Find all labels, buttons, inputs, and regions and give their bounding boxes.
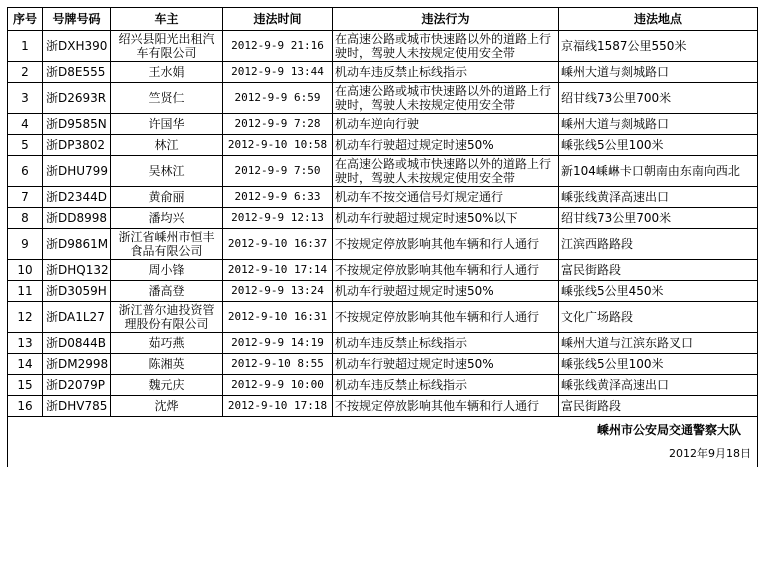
cell-location: 嵊州大道与江滨东路叉口 — [559, 333, 758, 354]
cell-location: 嵊州大道与剡城路口 — [559, 62, 758, 83]
cell-plate: 浙D2079P — [43, 375, 111, 396]
header-time: 违法时间 — [223, 8, 333, 31]
cell-time: 2012-9-9 6:59 — [223, 83, 333, 114]
cell-no: 13 — [8, 333, 43, 354]
cell-act: 机动车行驶超过规定时速50% — [333, 135, 559, 156]
cell-act: 机动车逆向行驶 — [333, 114, 559, 135]
cell-location: 嵊张线5公里100米 — [559, 354, 758, 375]
cell-no: 12 — [8, 302, 43, 333]
cell-time: 2012-9-10 16:37 — [223, 229, 333, 260]
table-row — [8, 333, 758, 354]
cell-location: 绍甘线73公里700米 — [559, 208, 758, 229]
table-row — [8, 281, 758, 302]
table-row — [8, 354, 758, 375]
cell-location: 新104嵊崊卡口朝南由东南向西北 — [559, 156, 758, 187]
cell-plate: 浙DHU799 — [43, 156, 111, 187]
cell-plate: 浙D3059H — [43, 281, 111, 302]
header-act: 违法行为 — [333, 8, 559, 31]
cell-owner: 许国华 — [111, 114, 223, 135]
table-row — [8, 62, 758, 83]
cell-no: 10 — [8, 260, 43, 281]
cell-act: 在高速公路或城市快速路以外的道路上行驶时，驾驶人未按规定使用安全带 — [333, 31, 559, 62]
table-row — [8, 260, 758, 281]
table-row — [8, 187, 758, 208]
violation-table — [7, 7, 758, 467]
cell-plate: 浙D2344D — [43, 187, 111, 208]
cell-owner: 潘均兴 — [111, 208, 223, 229]
cell-no: 14 — [8, 354, 43, 375]
cell-plate: 浙D2693R — [43, 83, 111, 114]
cell-owner: 竺贤仁 — [111, 83, 223, 114]
cell-owner: 浙江普尔迪投资管理股份有限公司 — [111, 302, 223, 333]
cell-time: 2012-9-9 12:13 — [223, 208, 333, 229]
cell-location: 嵊张线黄泽高速出口 — [559, 375, 758, 396]
cell-no: 7 — [8, 187, 43, 208]
cell-time: 2012-9-10 10:58 — [223, 135, 333, 156]
cell-location: 嵊张线黄泽高速出口 — [559, 187, 758, 208]
cell-time: 2012-9-9 21:16 — [223, 31, 333, 62]
table-row — [8, 375, 758, 396]
cell-no: 9 — [8, 229, 43, 260]
cell-act: 机动车违反禁止标线指示 — [333, 62, 559, 83]
cell-no: 16 — [8, 396, 43, 417]
table-row — [8, 31, 758, 62]
cell-act: 不按规定停放影响其他车辆和行人通行 — [333, 260, 559, 281]
cell-time: 2012-9-9 7:28 — [223, 114, 333, 135]
cell-act: 机动车行驶超过规定时速50%以下 — [333, 208, 559, 229]
cell-no: 6 — [8, 156, 43, 187]
cell-plate: 浙DM2998 — [43, 354, 111, 375]
header-plate: 号牌号码 — [43, 8, 111, 31]
cell-owner: 王水娟 — [111, 62, 223, 83]
cell-time: 2012-9-9 10:00 — [223, 375, 333, 396]
notice-date: 2012年9月18日 — [669, 447, 751, 460]
table-row — [8, 114, 758, 135]
table-row — [8, 135, 758, 156]
cell-owner: 绍兴县阳光出租汽车有限公司 — [111, 31, 223, 62]
cell-act: 机动车违反禁止标线指示 — [333, 333, 559, 354]
cell-act: 机动车不按交通信号灯规定通行 — [333, 187, 559, 208]
cell-owner: 潘高登 — [111, 281, 223, 302]
table-row — [8, 208, 758, 229]
cell-no: 11 — [8, 281, 43, 302]
cell-plate: 浙D0844B — [43, 333, 111, 354]
cell-time: 2012-9-10 17:14 — [223, 260, 333, 281]
cell-owner: 沈烨 — [111, 396, 223, 417]
cell-plate: 浙DP3802 — [43, 135, 111, 156]
cell-time: 2012-9-9 6:33 — [223, 187, 333, 208]
cell-time: 2012-9-10 8:55 — [223, 354, 333, 375]
cell-no: 8 — [8, 208, 43, 229]
cell-no: 3 — [8, 83, 43, 114]
cell-plate: 浙DHV785 — [43, 396, 111, 417]
cell-location: 京福线1587公里550米 — [559, 31, 758, 62]
cell-location: 嵊张线5公里450米 — [559, 281, 758, 302]
header-row — [8, 8, 758, 31]
cell-no: 15 — [8, 375, 43, 396]
cell-time: 2012-9-9 13:24 — [223, 281, 333, 302]
header-owner: 车主 — [111, 8, 223, 31]
footer-row — [8, 417, 758, 468]
cell-owner: 魏元庆 — [111, 375, 223, 396]
header-no: 序号 — [8, 8, 43, 31]
cell-location: 绍甘线73公里700米 — [559, 83, 758, 114]
cell-no: 1 — [8, 31, 43, 62]
cell-owner: 黄俞丽 — [111, 187, 223, 208]
cell-owner: 浙江省嵊州市恒丰食品有限公司 — [111, 229, 223, 260]
cell-plate: 浙DHQ132 — [43, 260, 111, 281]
table-row — [8, 302, 758, 333]
cell-act: 机动车行驶超过规定时速50% — [333, 354, 559, 375]
header-location: 违法地点 — [559, 8, 758, 31]
cell-act: 不按规定停放影响其他车辆和行人通行 — [333, 229, 559, 260]
cell-plate: 浙D8E555 — [43, 62, 111, 83]
cell-location: 富民街路段 — [559, 396, 758, 417]
cell-act: 机动车行驶超过规定时速50% — [333, 281, 559, 302]
cell-time: 2012-9-10 16:31 — [223, 302, 333, 333]
cell-act: 在高速公路或城市快速路以外的道路上行驶时，驾驶人未按规定使用安全带 — [333, 83, 559, 114]
cell-owner: 吴林江 — [111, 156, 223, 187]
cell-act: 在高速公路或城市快速路以外的道路上行驶时，驾驶人未按规定使用安全带 — [333, 156, 559, 187]
table-row — [8, 156, 758, 187]
cell-owner: 陈湘英 — [111, 354, 223, 375]
cell-owner: 林江 — [111, 135, 223, 156]
cell-plate: 浙D9861M — [43, 229, 111, 260]
cell-time: 2012-9-9 7:50 — [223, 156, 333, 187]
cell-owner: 茹巧燕 — [111, 333, 223, 354]
cell-plate: 浙DD8998 — [43, 208, 111, 229]
cell-location: 嵊州大道与剡城路口 — [559, 114, 758, 135]
cell-no: 4 — [8, 114, 43, 135]
cell-act: 机动车违反禁止标线指示 — [333, 375, 559, 396]
cell-time: 2012-9-9 13:44 — [223, 62, 333, 83]
cell-act: 不按规定停放影响其他车辆和行人通行 — [333, 396, 559, 417]
cell-location: 富民街路段 — [559, 260, 758, 281]
cell-location: 文化广场路段 — [559, 302, 758, 333]
cell-owner: 周小锋 — [111, 260, 223, 281]
table-row — [8, 229, 758, 260]
table-row — [8, 83, 758, 114]
footer-cell — [8, 417, 758, 468]
cell-location: 江滨西路路段 — [559, 229, 758, 260]
cell-no: 5 — [8, 135, 43, 156]
cell-plate: 浙DXH390 — [43, 31, 111, 62]
department-name: 嵊州市公安局交通警察大队 — [596, 423, 741, 437]
cell-plate: 浙DA1L27 — [43, 302, 111, 333]
cell-no: 2 — [8, 62, 43, 83]
cell-plate: 浙D9585N — [43, 114, 111, 135]
table-row — [8, 396, 758, 417]
cell-act: 不按规定停放影响其他车辆和行人通行 — [333, 302, 559, 333]
cell-time: 2012-9-10 17:18 — [223, 396, 333, 417]
cell-location: 嵊张线5公里100米 — [559, 135, 758, 156]
cell-time: 2012-9-9 14:19 — [223, 333, 333, 354]
